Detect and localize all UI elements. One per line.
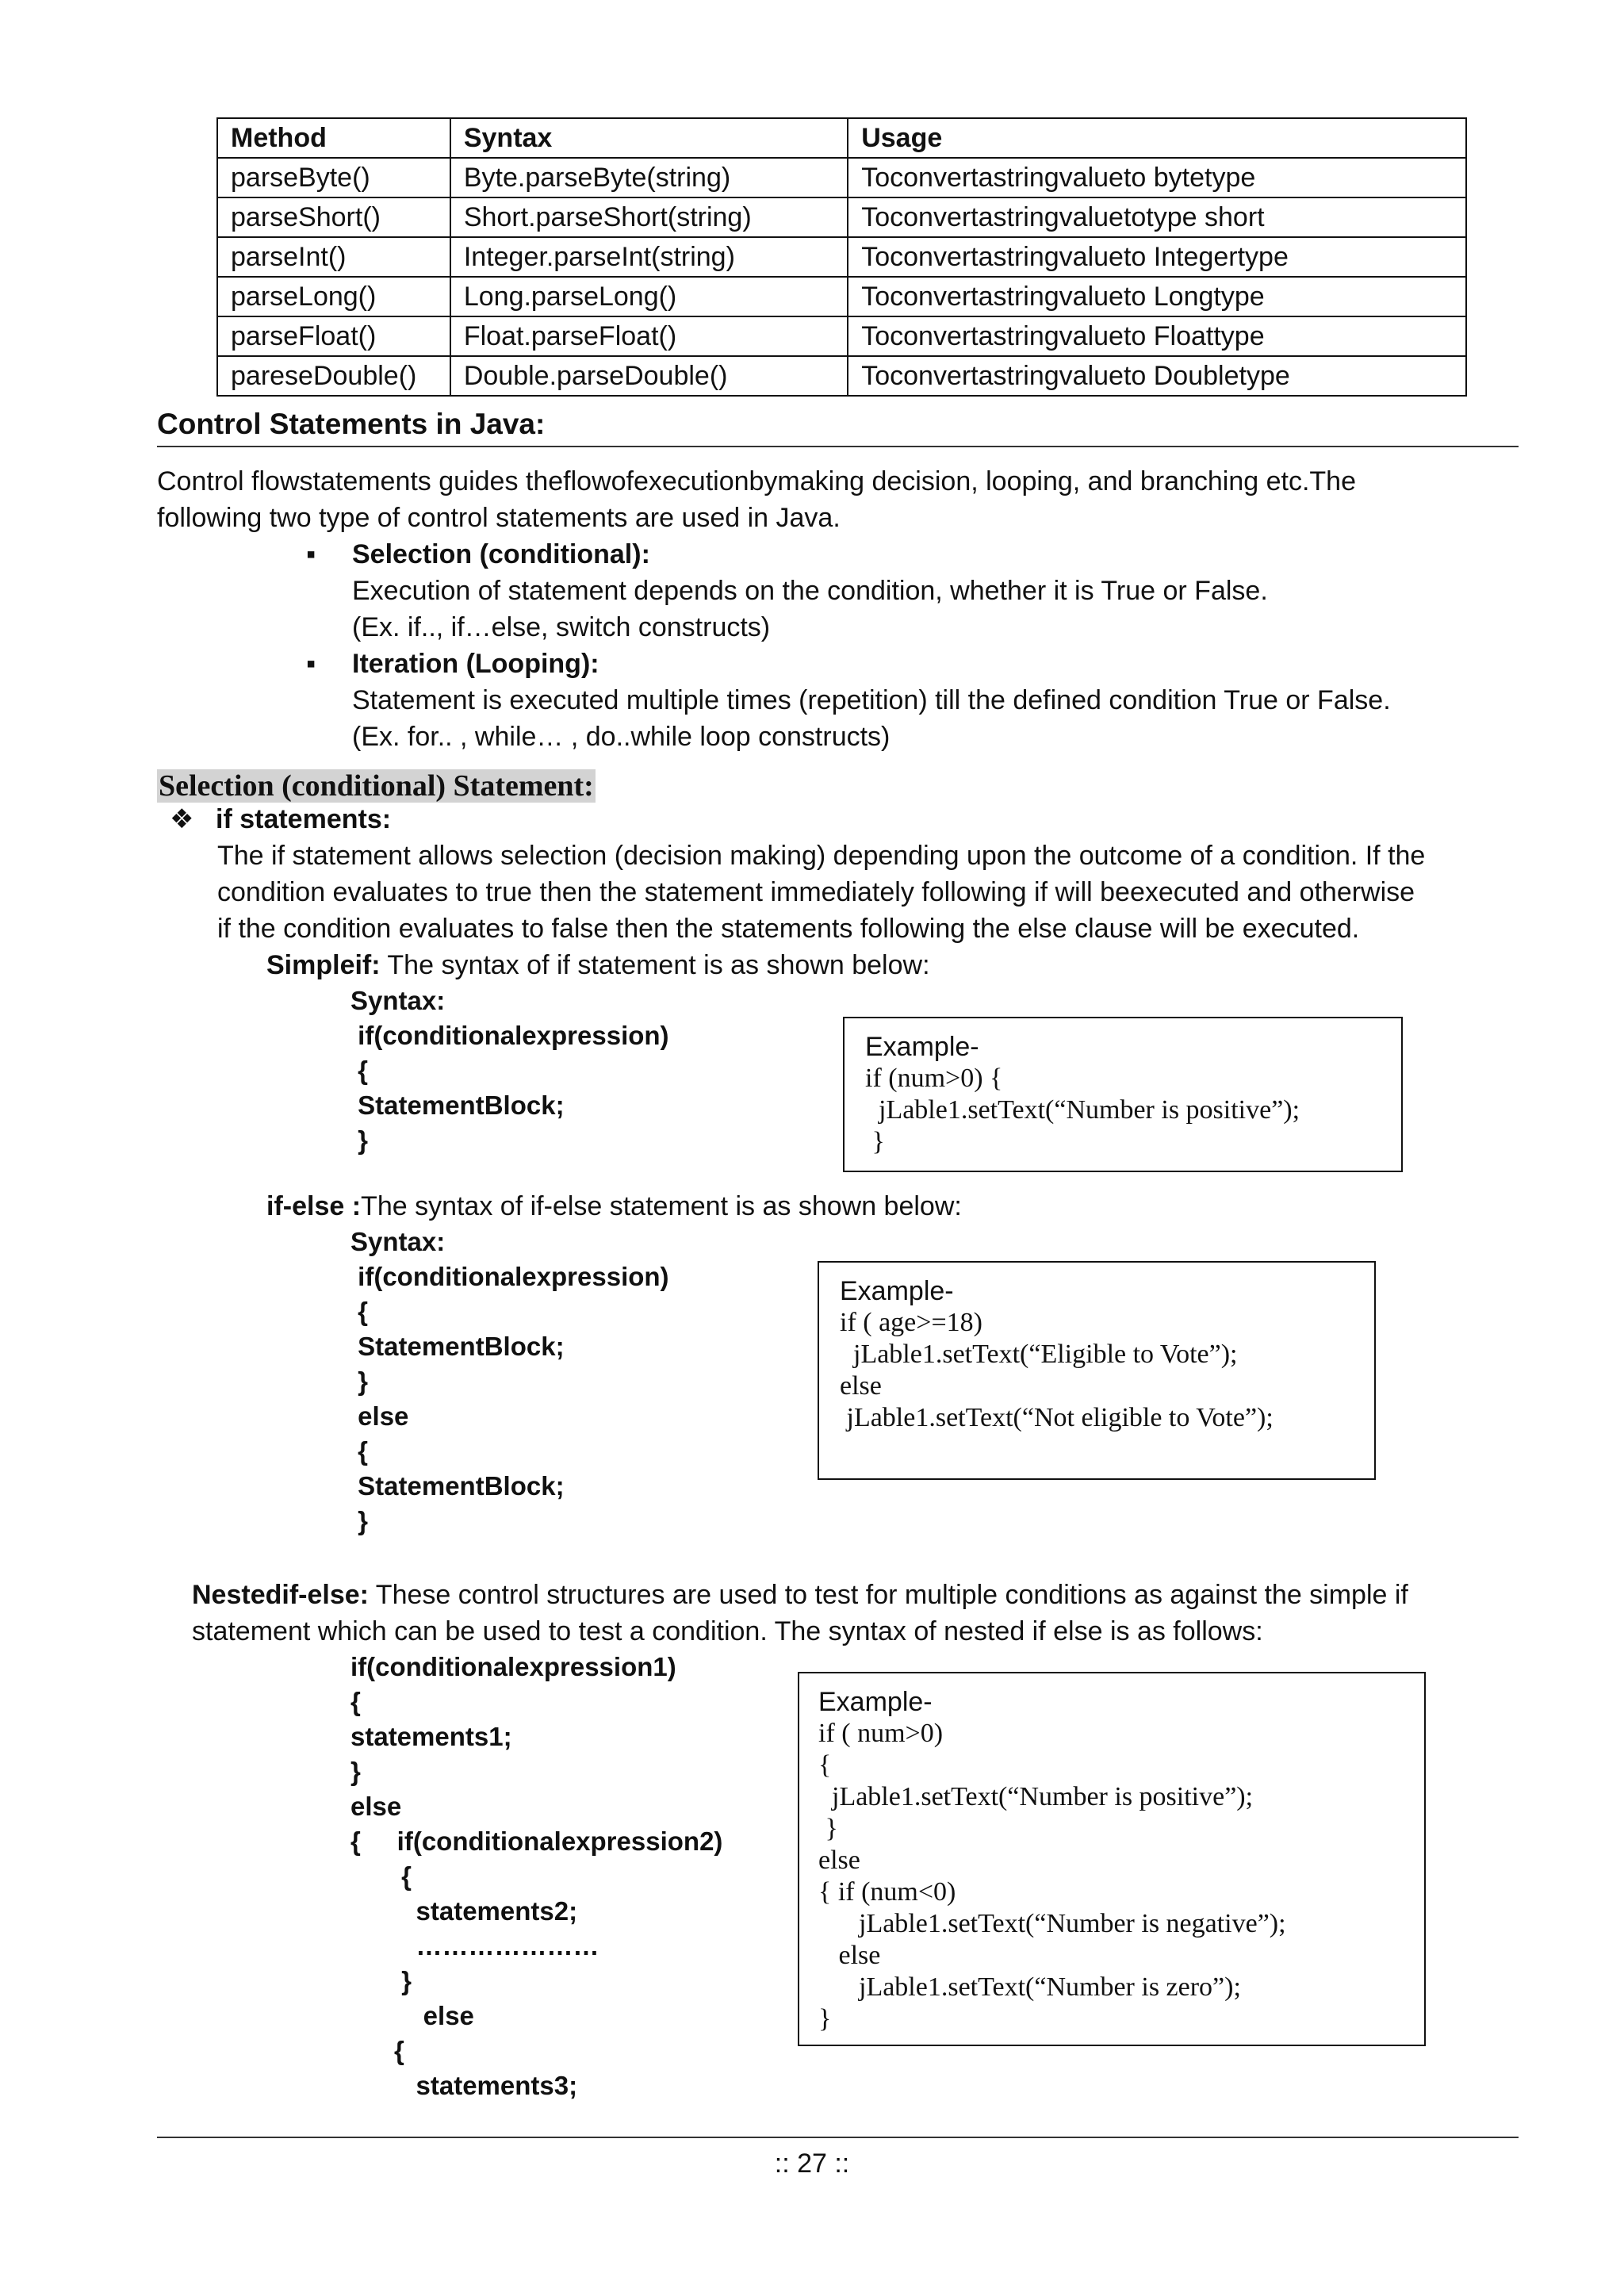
table-cell: Toconvertastringvalueto bytetype	[848, 158, 1466, 197]
intro-line: Control flowstatements guides theflowofexecutionbymaking decision, looping, and branching etc.The	[157, 466, 1357, 496]
table-cell: Toconvertastringvaluetotype short	[848, 197, 1466, 237]
table-cell: parseFloat()	[217, 316, 450, 356]
table-cell: Short.parseShort(string)	[450, 197, 848, 237]
simple-if-example-box	[843, 1017, 1403, 1172]
syntax-line: { if(conditionalexpression2)	[350, 1826, 723, 1856]
simple-if-text: The syntax of if statement is as shown below:	[380, 950, 930, 980]
table-cell: parseInt()	[217, 237, 450, 277]
example-line: jLable1.setText(“Number is positive”);	[865, 1095, 1300, 1125]
table-cell: parseShort()	[217, 197, 450, 237]
desc-line: condition evaluates to true then the statement immediately following if will beexecuted and otherwise	[217, 877, 1415, 907]
example-line: jLable1.setText(“Eligible to Vote”);	[840, 1340, 1238, 1369]
table-header-cell: Syntax	[450, 118, 848, 158]
table-cell: Toconvertastringvalueto Integertype	[848, 237, 1466, 277]
if-description	[217, 838, 1425, 947]
syntax-line: }	[350, 1966, 412, 1995]
syntax-line: {	[350, 1297, 369, 1326]
example-title: Example-	[840, 1276, 954, 1306]
selection-examples: (Ex. if.., if…else, switch constructs)	[352, 612, 771, 642]
table-cell: parseLong()	[217, 277, 450, 316]
diamond-bullet-icon: ❖	[170, 804, 194, 834]
syntax-line: if(conditionalexpression1)	[350, 1652, 676, 1681]
table-row	[217, 356, 1466, 396]
syntax-line: else	[350, 1792, 402, 1821]
desc-line: if the condition evaluates to false then the statements following the else clause will be executed.	[217, 914, 1360, 944]
simple-if-intro	[266, 947, 930, 983]
iteration-title: Iteration (Looping):	[352, 649, 599, 679]
syntax-line: {	[350, 1056, 369, 1085]
intro-line: following two type of control statements are used in Java.	[157, 503, 841, 533]
example-line: {	[818, 1750, 832, 1780]
syntax-line: statements3;	[350, 2071, 578, 2100]
control-statements-heading: Control Statements in Java:	[157, 408, 546, 440]
desc-line: The if statement allows selection (decision making) depending upon the outcome of a condition. If the	[217, 841, 1426, 871]
table-row	[217, 158, 1466, 197]
parse-methods-table	[216, 117, 1467, 397]
syntax-line: statements2;	[350, 1896, 578, 1926]
nested-if-example-box	[798, 1672, 1426, 2046]
table-cell: Double.parseDouble()	[450, 356, 848, 396]
example-line: }	[865, 1127, 885, 1156]
table-header-row	[217, 118, 1466, 158]
syntax-line: StatementBlock;	[350, 1471, 565, 1501]
table-cell: pareseDouble()	[217, 356, 450, 396]
example-title: Example-	[865, 1032, 979, 1062]
syntax-line: }	[350, 1757, 361, 1786]
syntax-line: }	[350, 1125, 369, 1155]
nested-if-text-2: statement which can be used to test a condition. The syntax of nested if else is as follows:	[192, 1616, 1263, 1646]
example-line: if ( age>=18)	[840, 1308, 982, 1337]
example-line: else	[818, 1846, 860, 1875]
syntax-line: if(conditionalexpression)	[350, 1021, 669, 1050]
simple-if-label: Simpleif:	[266, 950, 381, 980]
syntax-line: }	[350, 1506, 369, 1535]
syntax-line: if(conditionalexpression)	[350, 1262, 669, 1291]
syntax-line: StatementBlock;	[350, 1091, 565, 1120]
bullet-marker: ▪	[306, 649, 316, 679]
control-intro	[157, 463, 1356, 536]
if-else-label: if-else :	[266, 1191, 362, 1221]
table-cell: Integer.parseInt(string)	[450, 237, 848, 277]
simple-if-syntax	[350, 983, 669, 1158]
table-cell: Toconvertastringvalueto Doubletype	[848, 356, 1466, 396]
table-cell: parseByte()	[217, 158, 450, 197]
syntax-line: {	[350, 2036, 404, 2065]
heading-divider	[157, 446, 1519, 447]
example-line: }	[818, 2004, 832, 2033]
syntax-line: {	[350, 1687, 361, 1716]
syntax-line: else	[350, 1401, 409, 1431]
syntax-line: Syntax:	[350, 1227, 446, 1256]
example-line: jLable1.setText(“Not eligible to Vote”);	[840, 1403, 1274, 1432]
syntax-line: statements1;	[350, 1722, 512, 1751]
example-line: if ( num>0)	[818, 1719, 944, 1748]
syntax-line: }	[350, 1366, 369, 1396]
example-line: if (num>0) {	[865, 1064, 1003, 1093]
syntax-line: {	[350, 1861, 412, 1891]
table-row	[217, 277, 1466, 316]
selection-title: Selection (conditional):	[352, 539, 650, 569]
example-line: { if (num<0)	[818, 1877, 956, 1907]
syntax-line: else	[350, 2001, 474, 2030]
table-header-cell: Method	[217, 118, 450, 158]
page-number: :: 27 ::	[774, 2148, 850, 2179]
table-row	[217, 197, 1466, 237]
if-statements-title: if statements:	[216, 804, 392, 834]
example-line: else	[840, 1371, 882, 1401]
table-cell: Byte.parseByte(string)	[450, 158, 848, 197]
nested-if-label: Nestedif-else:	[192, 1580, 369, 1610]
if-else-example-box	[818, 1261, 1376, 1480]
bullet-marker: ▪	[306, 539, 316, 569]
if-else-text: The syntax of if-else statement is as shown below:	[361, 1191, 962, 1221]
footer-divider	[157, 2137, 1519, 2138]
syntax-line: StatementBlock;	[350, 1332, 565, 1361]
nested-if-intro	[192, 1577, 1408, 1650]
example-line: jLable1.setText(“Number is positive”);	[818, 1782, 1254, 1811]
syntax-line: {	[350, 1436, 369, 1466]
table-row	[217, 237, 1466, 277]
example-line: }	[818, 1814, 838, 1843]
iteration-examples: (Ex. for.. , while… , do..while loop constructs)	[352, 722, 891, 752]
selection-statement-heading: Selection (conditional) Statement:	[159, 769, 594, 803]
table-cell: Toconvertastringvalueto Floattype	[848, 316, 1466, 356]
table-cell: Float.parseFloat()	[450, 316, 848, 356]
nested-if-text: These control structures are used to test for multiple conditions as against the simple if	[368, 1580, 1408, 1610]
nested-if-syntax	[350, 1650, 722, 2103]
table-row	[217, 316, 1466, 356]
table-header-cell: Usage	[848, 118, 1466, 158]
example-line: jLable1.setText(“Number is negative”);	[818, 1909, 1286, 1938]
syntax-line: …………………	[350, 1931, 599, 1961]
selection-desc: Execution of statement depends on the condition, whether it is True or False.	[352, 576, 1268, 606]
iteration-desc: Statement is executed multiple times (repetition) till the defined condition True or False.	[352, 685, 1391, 715]
example-line: else	[818, 1941, 881, 1970]
if-else-intro	[266, 1188, 962, 1225]
syntax-line: Syntax:	[350, 986, 446, 1015]
table-cell: Toconvertastringvalueto Longtype	[848, 277, 1466, 316]
if-else-syntax	[350, 1225, 669, 1539]
example-title: Example-	[818, 1687, 933, 1717]
example-line: jLable1.setText(“Number is zero”);	[818, 1972, 1241, 2002]
selection-block	[352, 536, 1268, 646]
table-cell: Long.parseLong()	[450, 277, 848, 316]
iteration-block	[352, 646, 1391, 755]
